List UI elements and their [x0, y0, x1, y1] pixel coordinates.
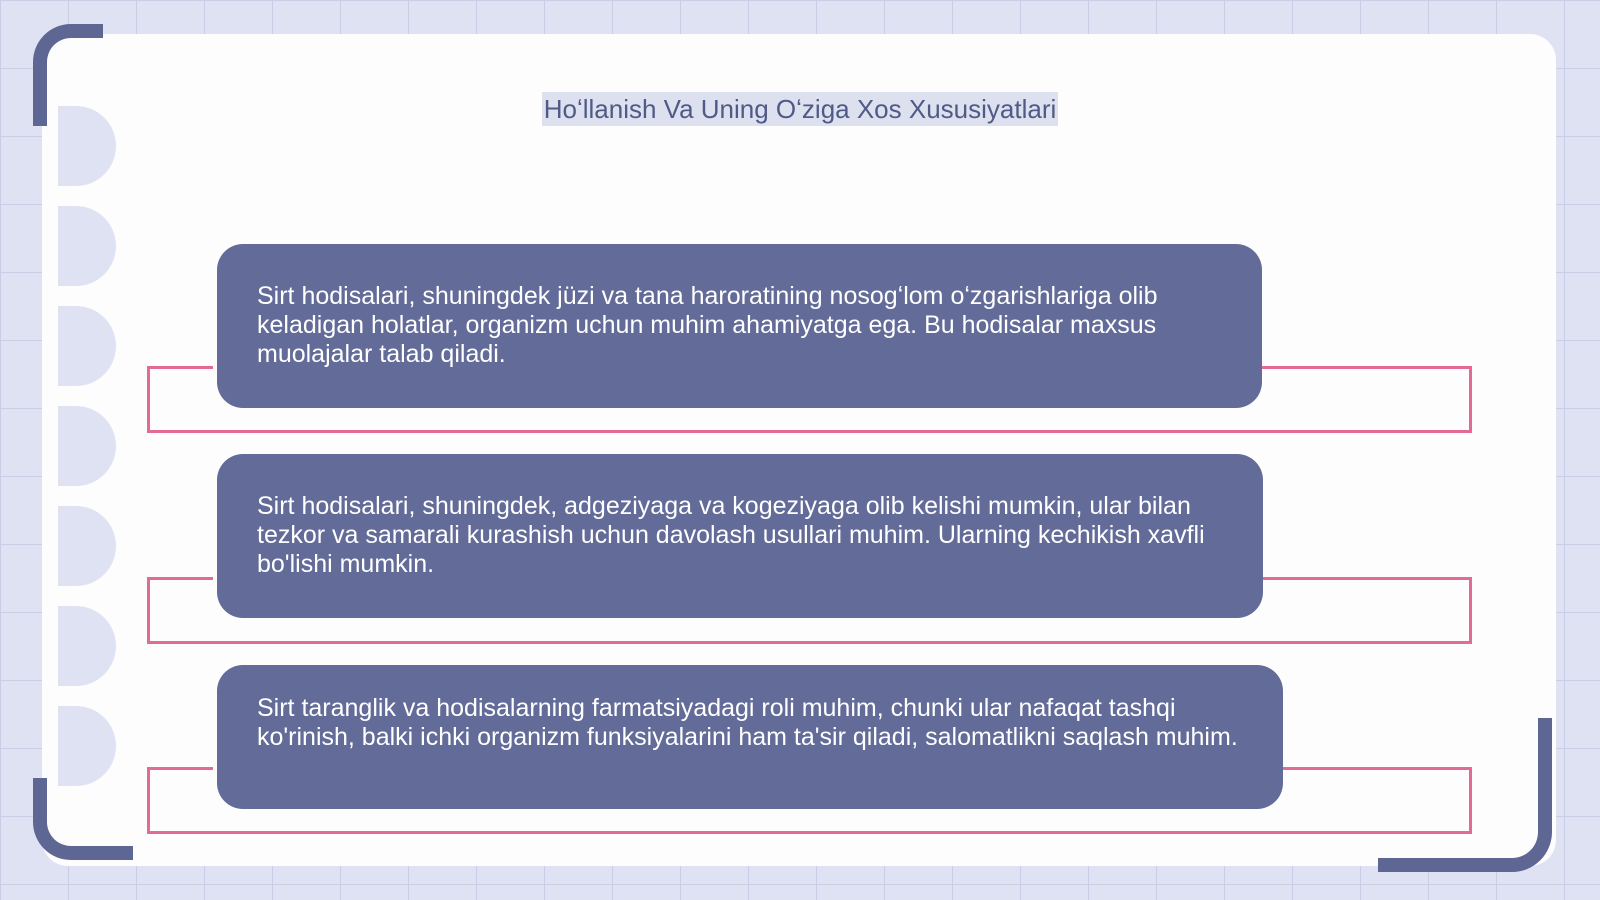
paper-notch — [58, 306, 116, 386]
info-card-3 — [217, 665, 1283, 809]
info-card-text: Sirt taranglik va hodisalarning farmatsiyadagi roli muhim, chunki ular nafaqat tashqi ko'rinish, balki ichki organizm funksiyalarini ham ta'sir qiladi, salomatlikni saqlash muhim. — [257, 694, 1238, 751]
paper-notch — [58, 606, 116, 686]
info-card-2 — [217, 454, 1263, 618]
slide-title: Hoʻllanish Va Uning Oʻziga Xos Xususiyatlari — [543, 94, 1057, 124]
paper-notch — [58, 506, 116, 586]
paper-notch — [58, 406, 116, 486]
info-card-text: Sirt hodisalari, shuningdek jüzi va tana haroratining nosogʻlom oʻzgarishlariga olib keladigan holatlar, organizm uchun muhim ahamiyatga ega. Bu hodisalar maxsus muolajalar talab qiladi. — [257, 282, 1158, 368]
info-card-text: Sirt hodisalari, shuningdek, adgeziyaga va kogeziyaga olib kelishi mumkin, ular bilan tezkor va samarali kurashish uchun davolash usullari muhim. Ularning kechikish xavfli bo'lishi mumkin. — [257, 492, 1205, 578]
title-container — [0, 92, 1600, 126]
paper-notch — [58, 206, 116, 286]
frame-corner-bottom-left — [33, 778, 133, 860]
info-card-1 — [217, 244, 1262, 408]
paper-notch — [58, 706, 116, 786]
